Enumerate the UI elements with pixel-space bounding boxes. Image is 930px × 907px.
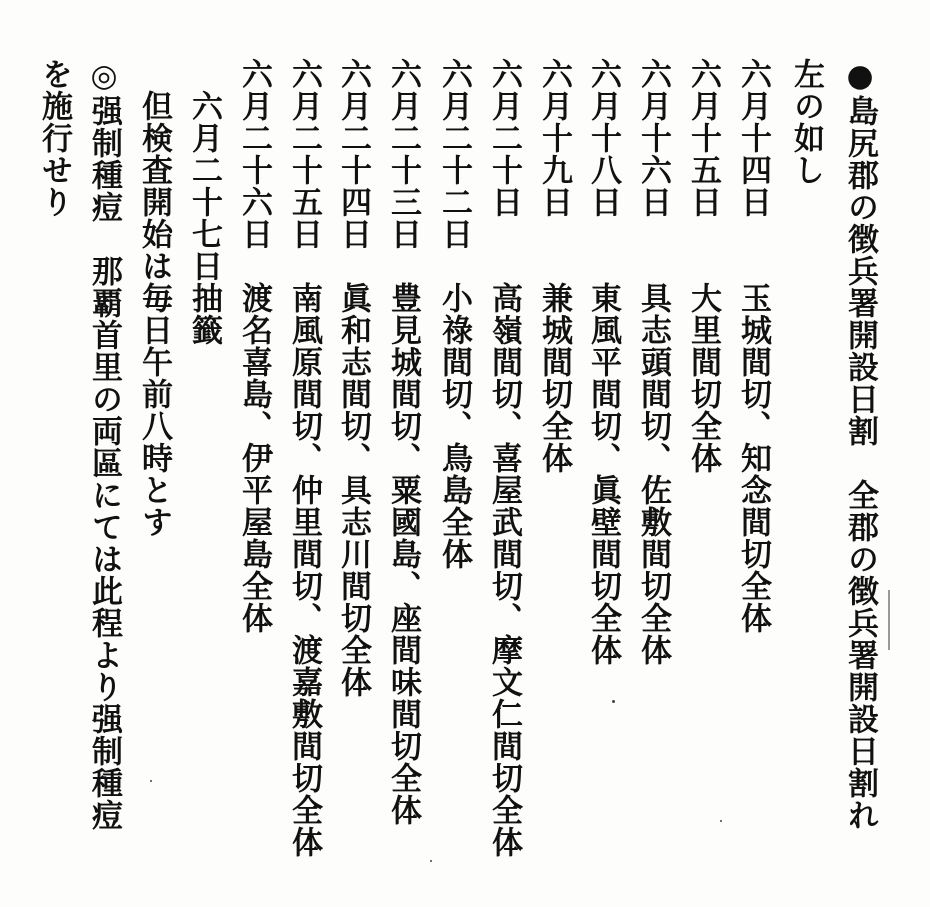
vaccination-headline: ◎强制種痘 那覇首里の両區にては此程より强制種痘 — [86, 58, 122, 831]
schedule-row: 六月二十六日 渡名喜島、伊平屋島全体 — [236, 58, 272, 634]
schedule-row: 六月二十三日 豊見城間切、粟國島、座間味間切全体 — [385, 58, 421, 826]
schedule-row: 六月二十日 高嶺間切、喜屋武間切、摩文仁間切全体 — [486, 58, 522, 858]
headline-line-2: 左の如し — [788, 58, 824, 186]
schedule-row: 六月十八日 東風平間切、眞壁間切全体 — [585, 58, 621, 666]
ink-speck — [720, 820, 722, 822]
ink-speck — [430, 860, 432, 862]
schedule-row: 六月二十五日 南風原間切、仲里間切、渡嘉敷間切全体 — [286, 58, 322, 858]
vaccination-line-2: を施行せり — [36, 58, 72, 218]
schedule-row: 六月十四日 玉城間切、知念間切全体 — [735, 58, 771, 634]
schedule-row: 六月十五日 大里間切全体 — [685, 58, 721, 474]
ink-speck — [150, 780, 152, 782]
column-rule — [888, 590, 890, 650]
schedule-row: 六月二十四日 眞和志間切、具志川間切全体 — [335, 58, 371, 698]
exam-time-note: 但検査開始は毎日午前八時とす — [136, 58, 172, 538]
headline-line-1: ●島尻郡の徴兵署開設日割 全郡の徴兵署開設日割れ — [842, 58, 878, 831]
ink-speck — [612, 700, 615, 703]
lottery-note: 六月二十七日抽籤 — [186, 58, 222, 346]
schedule-row: 六月十九日 兼城間切全体 — [536, 58, 572, 474]
schedule-row: 六月二十二日 小祿間切、鳥島全体 — [436, 58, 472, 570]
schedule-row: 六月十六日 具志頭間切、佐敷間切全体 — [635, 58, 671, 666]
